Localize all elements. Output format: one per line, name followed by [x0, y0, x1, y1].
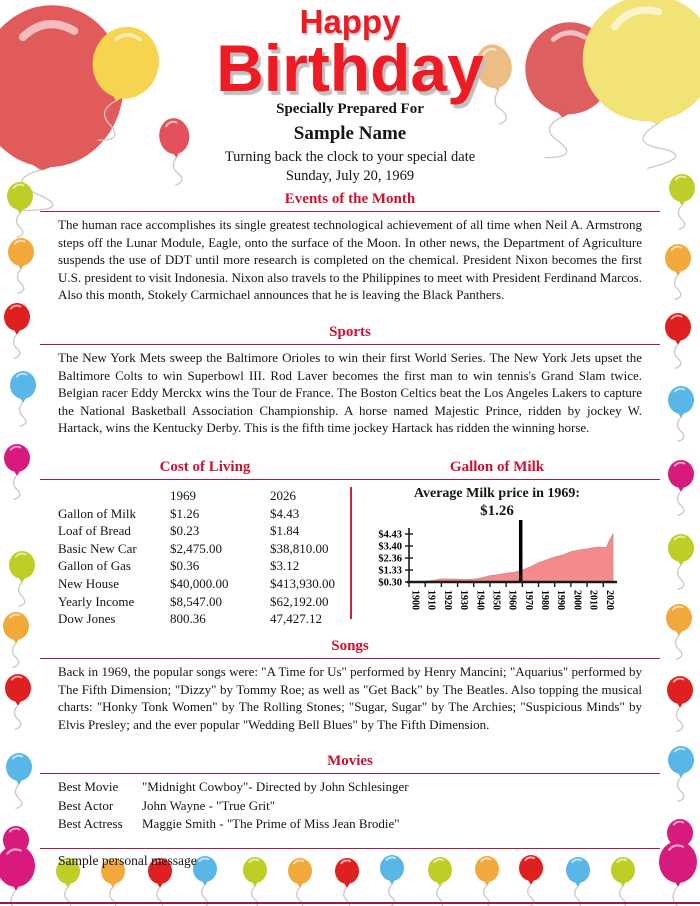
svg-text:$2.36: $2.36: [378, 553, 402, 565]
birthday-title: Birthday: [216, 31, 484, 105]
value-1969: $40,000.00: [170, 575, 229, 591]
value-1969: 800.36: [170, 611, 206, 627]
value-2026: $413,930.00: [270, 575, 335, 591]
svg-text:1970: 1970: [522, 589, 534, 610]
value-2026: 47,427.12: [270, 611, 322, 627]
chart-highlight-value: $1.26: [480, 502, 514, 519]
row-label: Gallon of Gas: [58, 558, 131, 574]
section-cost-and-milk: [58, 459, 642, 632]
table-header-row: [58, 487, 350, 505]
movie-category: Best Actress: [58, 816, 123, 832]
svg-text:$4.43: $4.43: [378, 529, 402, 541]
prepared-for-label: Specially Prepared For: [276, 101, 424, 117]
table-row: [58, 610, 350, 628]
value-1969: $8,547.00: [170, 593, 222, 609]
divider-line: [40, 658, 660, 659]
songs-text: Back in 1969, the popular songs were: "A Time for Us" performed by Henry Mancini; "Aquarius" performed by The Fifth Dimension; "Dizzy" by Tommy Roe; as well as "Get Back" by The Beatles. Also topping the musical charts: "Honky Tonk Women" by The Rolling Stones; "Sugar, Sugar" by The Archies; "Suspicious Minds" by Elvis Presley; and the ever popular "Wedding Bell Blues" by The Fifth Dimension.: [58, 663, 642, 732]
svg-text:2010: 2010: [587, 589, 599, 610]
section-songs: [58, 638, 642, 733]
table-row: [58, 557, 350, 575]
divider-line: [40, 773, 660, 774]
table-row: [58, 797, 642, 816]
songs-heading: Songs: [331, 637, 369, 654]
svg-text:$3.40: $3.40: [378, 541, 402, 553]
section-events: [58, 191, 642, 304]
table-row: [58, 815, 642, 834]
divider-line: [40, 479, 660, 480]
svg-text:1960: 1960: [506, 589, 518, 610]
value-1969: $2,475.00: [170, 540, 222, 556]
section-sports: [58, 324, 642, 437]
sports-heading: Sports: [329, 323, 371, 340]
gallon-of-milk-heading: Gallon of Milk: [449, 458, 545, 475]
value-2026: $3.12: [270, 558, 300, 574]
value-1969: $1.26: [170, 505, 200, 521]
svg-text:1900: 1900: [409, 589, 421, 610]
personal-message: Sample personal message: [58, 852, 197, 868]
svg-text:$0.30: $0.30: [378, 577, 402, 589]
svg-text:1950: 1950: [490, 589, 502, 610]
svg-text:1940: 1940: [474, 589, 486, 610]
section-movies: [58, 753, 642, 834]
table-row: [58, 505, 350, 523]
table-row: [58, 540, 350, 558]
movie-category: Best Actor: [58, 797, 114, 813]
empty-cell: [58, 487, 170, 505]
events-heading: Events of the Month: [284, 191, 416, 207]
row-label: Basic New Car: [58, 540, 137, 556]
row-label: New House: [58, 575, 120, 591]
svg-text:2000: 2000: [571, 589, 583, 610]
value-1969: $0.23: [170, 523, 200, 539]
row-label: Dow Jones: [58, 611, 116, 627]
header: [58, 5, 642, 185]
svg-text:1910: 1910: [425, 589, 437, 610]
col-header-1969: 1969: [170, 487, 196, 503]
tagline: Turning back the clock to your special date: [224, 149, 476, 165]
two-column-headings: [58, 459, 642, 476]
cost-of-living-heading: Cost of Living: [159, 458, 251, 475]
two-column-body: [58, 484, 642, 632]
page-bottom-border: [0, 902, 700, 904]
movie-value: "Midnight Cowboy"- Directed by John Schlesinger: [142, 779, 409, 795]
chart-title: Average Milk price in 1969:: [413, 485, 581, 501]
value-1969: $0.36: [170, 558, 200, 574]
movies-heading: Movies: [327, 753, 373, 770]
movies-table: [58, 778, 642, 834]
value-2026: $4.43: [270, 505, 300, 521]
row-label: Yearly Income: [58, 593, 135, 609]
value-2026: $62,192.00: [270, 593, 329, 609]
milk-price-chart: [352, 484, 642, 632]
row-label: Loaf of Bread: [58, 523, 131, 539]
svg-text:2020: 2020: [603, 589, 615, 610]
svg-text:1980: 1980: [539, 589, 551, 610]
table-row: [58, 778, 642, 797]
events-text: The human race accomplishes its single greatest technological achievement of all time when Neil A. Armstrong steps off the Lunar Module, Eagle, onto the surface of the Moon. In other news, the Department of Agriculture suspends the use of DDT until more research is completed on the chemical. President Nixon becomes the first U.S. president to visit Indonesia. Nixon also travels to the Philippines to meet with President Ferdinand Marcos. Also this month, Stokely Carmichael announces that he is leaving the Black Panthers.: [58, 217, 642, 303]
table-row: [58, 575, 350, 593]
svg-text:1990: 1990: [555, 589, 567, 610]
value-2026: $38,810.00: [270, 540, 329, 556]
divider-line: [40, 344, 660, 345]
movie-value: John Wayne - "True Grit": [142, 797, 276, 813]
happy-title: Happy: [299, 3, 401, 40]
recipient-name: Sample Name: [293, 123, 407, 144]
divider-line: [40, 848, 660, 849]
milk-price-area-chart: [367, 520, 627, 632]
table-row: [58, 593, 350, 611]
value-2026: $1.84: [270, 523, 300, 539]
svg-text:$1.33: $1.33: [378, 565, 402, 577]
divider-line: [40, 211, 660, 212]
movie-value: Maggie Smith - "The Prime of Miss Jean Brodie": [142, 816, 400, 832]
table-row: [58, 522, 350, 540]
cost-of-living-table: [58, 484, 350, 628]
col-header-2026: 2026: [270, 487, 296, 503]
sports-text: The New York Mets sweep the Baltimore Orioles to win their first World Series. The New York Jets upset the Baltimore Colts to win Superbowl III. Rod Laver becomes the first man to win tennis's Grand Slam twice. Belgian racer Eddy Merckx wins the Tour de France. The Boston Celtics beat the Los Angeles Lakers to capture the National Basketball Association Championship. A horse named Majestic Prince, ridden by jockey W. Hartack, wins the Kentucky Derby. This is the fifth time jockey Hartack has ridden the winning horse.: [58, 349, 642, 436]
movie-category: Best Movie: [58, 779, 119, 795]
special-date: Sunday, July 20, 1969: [285, 168, 415, 184]
svg-text:1930: 1930: [458, 589, 470, 610]
row-label: Gallon of Milk: [58, 505, 136, 521]
svg-text:1920: 1920: [441, 589, 453, 610]
